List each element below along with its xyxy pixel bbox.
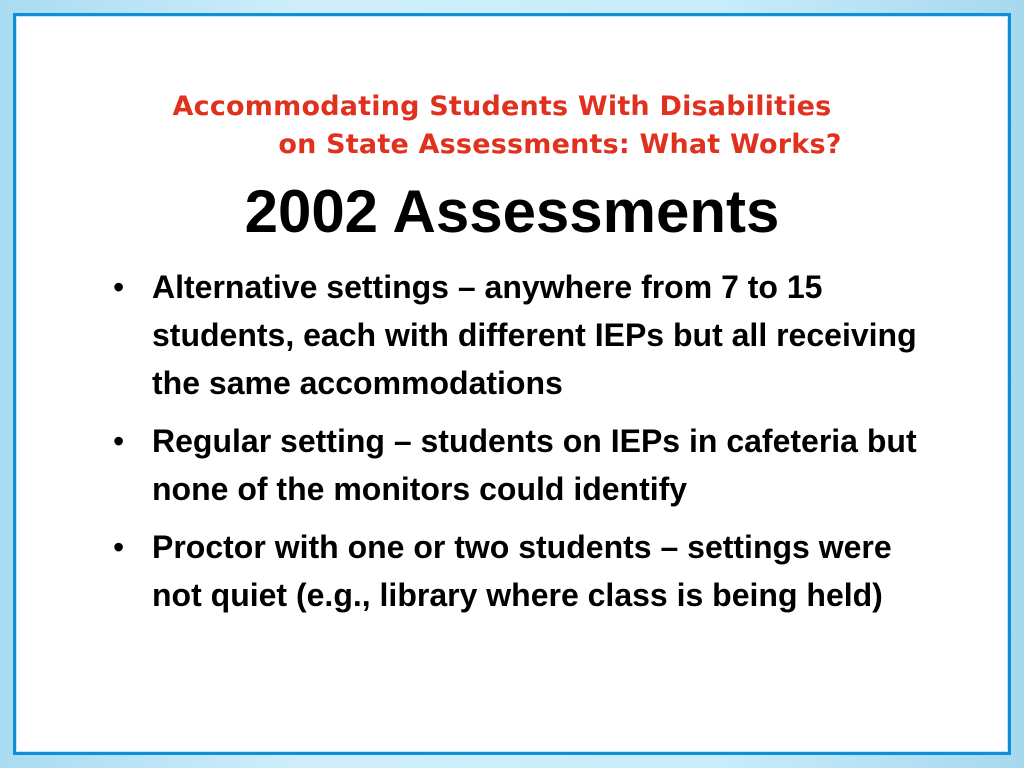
bullet-icon: • (113, 269, 125, 305)
logo-line-1: Accommodating Students With Disabilities (172, 91, 832, 122)
bullet-list (113, 263, 943, 629)
slide (13, 13, 1011, 755)
bullet-text: Proctor with one or two students – settings were not quiet (e.g., library where class is being held) (152, 529, 892, 613)
bullet-icon: • (113, 423, 125, 459)
bullet-item (113, 417, 943, 513)
slide-title: 2002 Assessments (244, 178, 780, 245)
bullet-item (113, 523, 943, 619)
logo-title (16, 88, 1008, 164)
bullet-text: Alternative settings – anywhere from 7 to 15 students, each with different IEPs but all receiving the same accommodations (152, 269, 917, 401)
bullet-item (113, 263, 943, 407)
bullet-text: Regular setting – students on IEPs in cafeteria but none of the monitors could identify (152, 423, 917, 507)
bullet-icon: • (113, 529, 125, 565)
logo-line-2: on State Assessments: What Works? (278, 129, 842, 160)
